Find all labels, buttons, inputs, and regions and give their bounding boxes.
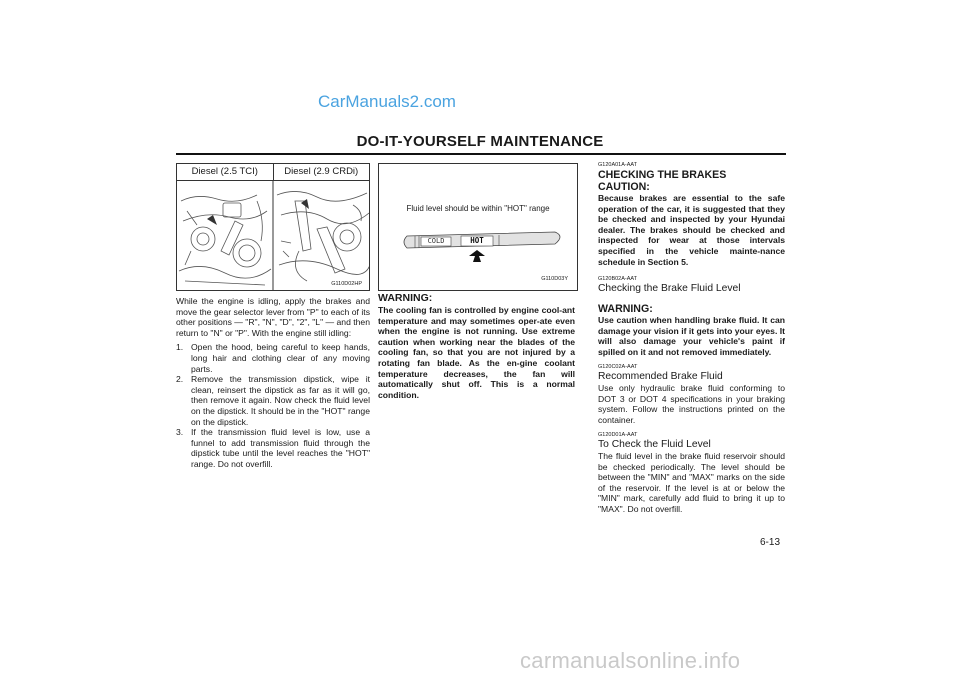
step-text: Remove the transmission dipstick, wipe it clean, reinsert the dipstick as far as it will go, then remove it again. Now check the fluid level on the dipstick. It should be in the "HOT" range on the dipstick. bbox=[191, 374, 370, 427]
section-code: G120A01A-AAT bbox=[598, 162, 638, 168]
figure-code: G110D02HP bbox=[331, 281, 362, 287]
step-number: 1. bbox=[176, 342, 184, 353]
dipstick-figure bbox=[378, 163, 578, 291]
figure-label-crdi: Diesel (2.9 CRDi) bbox=[284, 166, 359, 177]
list-item bbox=[176, 427, 370, 469]
intro-paragraph: While the engine is idling, apply the brakes and move the gear selector lever from "P" to each of its other positions — "R", "N", "D", "2", "L" — and then return to "N" or "P". With the engine still idling: bbox=[176, 296, 370, 338]
dipstick-gauge-drawing bbox=[379, 164, 578, 291]
watermark-bottom: carmanualsonline.info bbox=[520, 648, 741, 673]
section-text: The fluid level in the brake fluid reservoir should be checked periodically. The level should be between the "MIN" and "MAX" marks on the side of the reservoir. If the level is at or below the "MIN" mark, carefully add fluid to bring it up to "MAX". Do not overfill. bbox=[598, 451, 785, 514]
gauge-hot-label: HOT bbox=[470, 236, 484, 245]
page-header-title: DO-IT-YOURSELF MAINTENANCE bbox=[356, 133, 604, 150]
dipstick-caption: Fluid level should be within "HOT" range bbox=[406, 204, 550, 213]
engine-drawing bbox=[177, 181, 370, 291]
column-fan-warning bbox=[378, 292, 575, 400]
section-recommended-fluid bbox=[598, 364, 785, 425]
column-brakes bbox=[598, 162, 785, 542]
warning-text: The cooling fan is controlled by engine cool-ant temperature and may sometimes oper-ate even when the engine is not running. Use extreme caution when working near the blades of the cooling fan, so that you are not injured by a rotating fan blade. As the en-gine coolant temperature decreases, the fan will automatically shut off. This is a normal condition. bbox=[378, 305, 575, 400]
section-checking-brakes bbox=[598, 162, 785, 267]
step-text: Open the hood, being careful to keep hands, long hair and clothing clear of any moving parts. bbox=[191, 342, 370, 374]
list-item bbox=[176, 374, 370, 427]
watermark-logo: CarManuals2.com bbox=[318, 92, 456, 111]
section-code: G120B02A-AAT bbox=[598, 276, 638, 282]
step-number: 2. bbox=[176, 374, 184, 385]
engine-bay-figure bbox=[176, 163, 370, 291]
section-title: To Check the Fluid Level bbox=[598, 439, 711, 450]
section-title: Checking the Brake Fluid Level bbox=[598, 283, 741, 294]
section-code: G120D01A-AAT bbox=[598, 432, 638, 438]
warning-heading: WARNING: bbox=[598, 303, 653, 315]
step-number: 3. bbox=[176, 427, 184, 438]
page-number: 6-13 bbox=[760, 537, 781, 548]
step-text: If the transmission fluid level is low, use a funnel to add transmission fluid through the dipstick tube until the level reaches the "HOT" range. Do not overfill. bbox=[191, 427, 370, 469]
list-item bbox=[176, 342, 370, 374]
section-check-fluid-level bbox=[598, 432, 785, 515]
figure-label-tci: Diesel (2.5 TCI) bbox=[177, 164, 274, 180]
section-title: CHECKING THE BRAKES bbox=[598, 169, 727, 181]
section-title: Recommended Brake Fluid bbox=[598, 371, 723, 382]
steps-list bbox=[176, 342, 370, 469]
column-transmission-check bbox=[176, 296, 370, 470]
figure-header bbox=[177, 164, 369, 181]
gauge-cold-label: COLD bbox=[427, 237, 445, 245]
warning-heading: WARNING: bbox=[378, 292, 433, 304]
caution-heading: CAUTION: bbox=[598, 181, 650, 193]
section-brake-fluid-level bbox=[598, 276, 785, 357]
figure-code: G110D03Y bbox=[541, 276, 568, 282]
header-divider bbox=[176, 153, 786, 155]
section-code: G120C02A-AAT bbox=[598, 364, 638, 370]
caution-text: Because brakes are essential to the safe operation of the car, it is suggested that they be checked and inspected by your Hyundai dealer. The brakes should be checked and inspected for wear at those intervals specified in the vehicle mainte-nance schedule in Section 5. bbox=[598, 193, 785, 267]
warning-text: Use caution when handling brake fluid. It can damage your vision if it gets into your eyes. It will also damage your vehicle's paint if spilled on it and not removed immediately. bbox=[598, 315, 785, 357]
section-text: Use only hydraulic brake fluid conforming to DOT 3 or DOT 4 specifications in your braking system. Follow the instructions printed on the container. bbox=[598, 383, 785, 425]
